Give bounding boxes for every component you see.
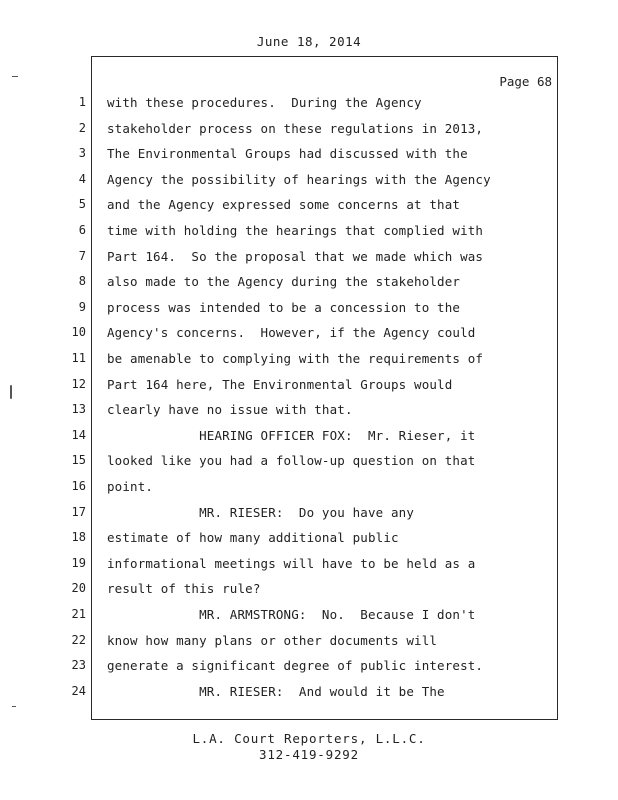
transcript-line: MR. ARMSTRONG: No. Because I don't bbox=[107, 607, 476, 622]
line-number: 20 bbox=[71, 581, 86, 596]
line-number: 14 bbox=[71, 427, 86, 442]
transcript-line: Part 164 here, The Environmental Groups would bbox=[107, 376, 453, 392]
line-number: 10 bbox=[71, 325, 86, 340]
line-number: 8 bbox=[78, 274, 86, 289]
line-number: 16 bbox=[71, 479, 86, 493]
page-number: Page 68 bbox=[499, 74, 552, 89]
transcript-line: clearly have no issue with that. bbox=[107, 402, 353, 418]
line-number: 5 bbox=[78, 197, 86, 212]
transcript-line: HEARING OFFICER FOX: Mr. Rieser, it bbox=[107, 427, 476, 443]
scan-artifact-left bbox=[10, 385, 12, 399]
transcript-line: process was intended to be a concession to the bbox=[107, 299, 461, 315]
line-number: 6 bbox=[78, 223, 86, 237]
line-number: 12 bbox=[71, 376, 86, 391]
line-number: 9 bbox=[78, 299, 86, 314]
transcript-line: with these procedures. During the Agency bbox=[107, 95, 422, 110]
line-number: 4 bbox=[78, 171, 86, 186]
line-number: 13 bbox=[71, 402, 86, 417]
line-number: 3 bbox=[78, 146, 86, 161]
line-number: 23 bbox=[71, 658, 86, 673]
transcript-line: also made to the Agency during the stakeholder bbox=[107, 274, 461, 290]
transcript-line: Agency the possibility of hearings with the Agency bbox=[107, 171, 491, 187]
transcript-line: estimate of how many additional public bbox=[107, 530, 399, 546]
transcript-line: result of this rule? bbox=[107, 581, 261, 597]
line-number: 7 bbox=[78, 248, 86, 263]
transcript-line: and the Agency expressed some concerns at that bbox=[107, 197, 461, 213]
line-number: 21 bbox=[71, 607, 86, 621]
header-date: June 18, 2014 bbox=[256, 34, 362, 49]
line-number: 11 bbox=[71, 351, 86, 365]
transcript-line: The Environmental Groups had discussed with the bbox=[107, 146, 468, 162]
transcript-line: MR. RIESER: Do you have any bbox=[107, 504, 415, 520]
footer-phone: 312-419-9292 bbox=[259, 747, 359, 762]
transcript-line: Agency's concerns. However, if the Agency could bbox=[107, 325, 476, 341]
transcript-line: be amenable to complying with the requirements of bbox=[107, 351, 484, 366]
line-number: 19 bbox=[71, 555, 86, 570]
line-number: 24 bbox=[71, 683, 86, 698]
line-number: 18 bbox=[71, 530, 86, 545]
transcript-line: informational meetings will have to be held as a bbox=[107, 555, 476, 571]
line-number: 1 bbox=[78, 95, 86, 109]
transcript-line: know how many plans or other documents will bbox=[107, 632, 438, 648]
line-number: 22 bbox=[71, 632, 86, 647]
transcript-line: Part 164. So the proposal that we made which was bbox=[107, 248, 484, 264]
line-number: 17 bbox=[71, 504, 86, 519]
transcript-line: point. bbox=[107, 479, 154, 494]
footer-company: L.A. Court Reporters, L.L.C. bbox=[192, 731, 426, 746]
transcript-line: generate a significant degree of public interest. bbox=[107, 658, 484, 674]
transcript-line: MR. RIESER: And would it be The bbox=[107, 683, 445, 699]
transcript-line: time with holding the hearings that complied with bbox=[107, 223, 484, 238]
line-number: 2 bbox=[78, 120, 86, 135]
scan-artifact-topleft bbox=[12, 76, 18, 77]
transcript-line: looked like you had a follow-up question on that bbox=[107, 453, 476, 469]
transcript-line: stakeholder process on these regulations in 2013, bbox=[107, 120, 484, 136]
scan-artifact-bottomleft bbox=[12, 706, 16, 707]
line-number: 15 bbox=[71, 453, 86, 468]
